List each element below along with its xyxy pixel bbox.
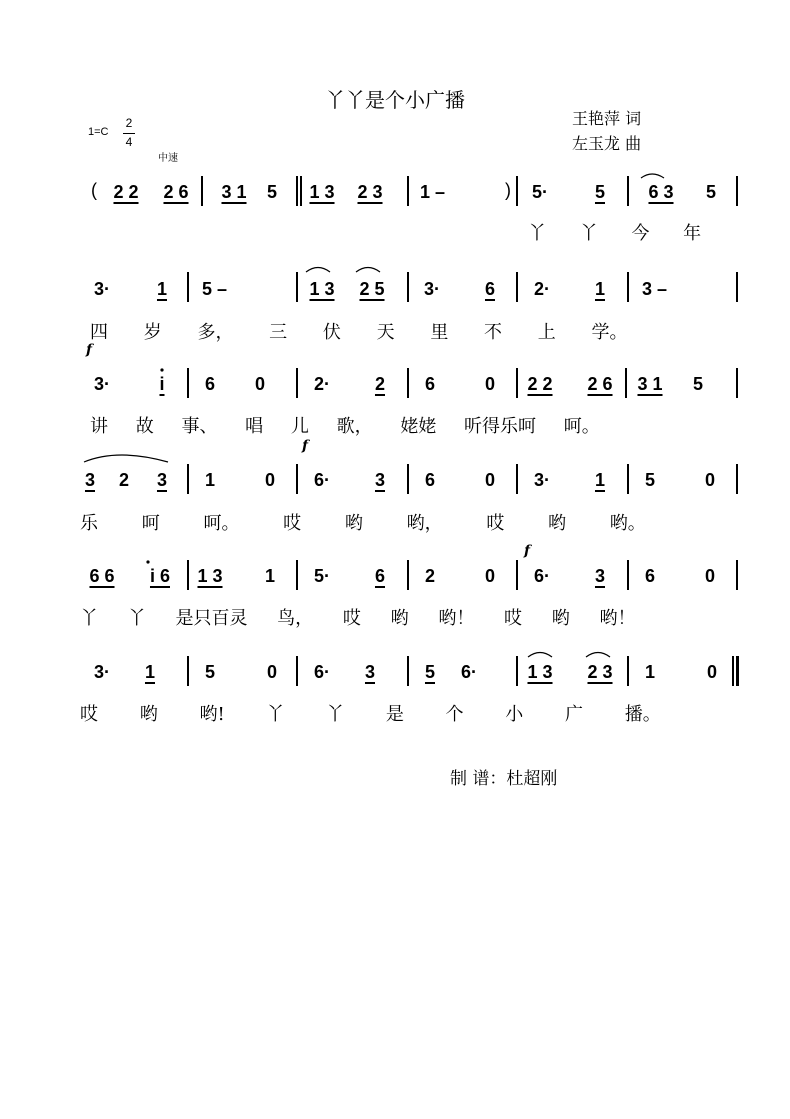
note: 5 — [594, 182, 605, 202]
note: 3 — [594, 566, 605, 586]
note: 3 – — [642, 279, 668, 299]
barline — [407, 272, 409, 302]
note-group: 6 6 — [89, 566, 115, 586]
barline — [516, 368, 518, 398]
note: 2 — [374, 374, 385, 394]
slur — [586, 653, 610, 658]
barline — [516, 176, 518, 206]
note: 3· — [93, 279, 110, 299]
note: 1 — [264, 566, 275, 586]
barline — [516, 464, 518, 494]
barline — [187, 560, 189, 590]
note: 0 — [704, 470, 715, 490]
note: 1 – — [420, 182, 446, 202]
note: 6· — [313, 662, 330, 682]
barline — [187, 464, 189, 494]
barline — [625, 368, 627, 398]
note: 3 — [84, 470, 95, 490]
note-group: 1 3 — [309, 182, 335, 202]
note: 3· — [533, 470, 550, 490]
note: 6· — [313, 470, 330, 490]
note-group: 3 1 — [221, 182, 247, 202]
barline — [627, 656, 629, 686]
note-group: 1 3 — [309, 279, 335, 299]
final-barline-thin — [732, 656, 734, 686]
note-group: 2 3 — [357, 182, 383, 202]
paren-open: ( — [91, 180, 97, 200]
note: 3 — [364, 662, 375, 682]
barline — [187, 656, 189, 686]
composer-credit: 左玉龙 曲 — [572, 134, 642, 153]
dynamic-forte: f — [86, 342, 93, 358]
note: 0 — [254, 374, 265, 394]
barline — [736, 464, 738, 494]
note: 0 — [266, 662, 277, 682]
barline — [736, 176, 738, 206]
note: 2 — [118, 470, 129, 490]
barline — [407, 176, 409, 206]
barline — [516, 656, 518, 686]
barline — [627, 272, 629, 302]
note: 1 — [594, 470, 605, 490]
slur — [528, 653, 552, 658]
note: 6 — [424, 470, 435, 490]
note: 6 — [424, 374, 435, 394]
barline — [736, 560, 738, 590]
note: 0 — [704, 566, 715, 586]
note: 2· — [313, 374, 330, 394]
barline — [296, 176, 298, 206]
note: 5 — [424, 662, 435, 682]
barline — [627, 464, 629, 494]
note: 1 — [144, 662, 155, 682]
note-group: 2 3 — [587, 662, 613, 682]
note: 5· — [313, 566, 330, 586]
barline — [296, 464, 298, 494]
note: 0 — [484, 470, 495, 490]
song-title: 丫丫是个小广播 — [325, 88, 465, 112]
high-octave-dot — [160, 368, 163, 371]
note: 5 — [644, 470, 655, 490]
note-group: i 6 — [149, 566, 170, 586]
note: 5 — [692, 374, 703, 394]
note: 5 — [266, 182, 277, 202]
note: 3 — [374, 470, 385, 490]
barline — [187, 272, 189, 302]
barline — [407, 464, 409, 494]
barline — [296, 368, 298, 398]
note: 5 — [204, 662, 215, 682]
barline — [296, 656, 298, 686]
barline — [201, 176, 203, 206]
key-signature: 1=C — [88, 126, 109, 138]
barline — [516, 272, 518, 302]
barline — [516, 560, 518, 590]
tempo-marking: 中速 — [158, 153, 178, 164]
note: 1 — [594, 279, 605, 299]
dynamic-forte: f — [524, 543, 531, 559]
note: 0 — [264, 470, 275, 490]
note: 3 — [156, 470, 167, 490]
slur — [641, 174, 664, 178]
note: 6 — [204, 374, 215, 394]
barline — [407, 560, 409, 590]
slur — [306, 268, 330, 273]
note-group: 1 3 — [527, 662, 553, 682]
note: 5 — [705, 182, 716, 202]
barline — [296, 272, 298, 302]
barline — [736, 272, 738, 302]
transcriber-credit: 制 谱：杜超刚 — [450, 769, 558, 789]
slur — [356, 268, 380, 273]
note: 6· — [460, 662, 477, 682]
barline — [187, 368, 189, 398]
final-barline-thick — [736, 656, 739, 686]
note-group: 3 1 — [637, 374, 663, 394]
high-octave-dot — [146, 560, 149, 563]
barline — [736, 368, 738, 398]
note: 1 — [644, 662, 655, 682]
note: 6· — [533, 566, 550, 586]
note: 0 — [484, 374, 495, 394]
note: i — [159, 374, 165, 394]
time-signature-bottom: 4 — [125, 135, 133, 149]
note: 0 — [484, 566, 495, 586]
note: 2· — [533, 279, 550, 299]
lyric-line-5: 丫 丫 是只百灵 鸟， 哎 哟 哟！ 哎 哟 哟！ — [80, 608, 636, 629]
note-group: 2 6 — [163, 182, 189, 202]
note-group: 2 5 — [359, 279, 385, 299]
lyric-line-4: 乐 呵 呵。 哎 哟 哟， 哎 哟 哟。 — [80, 513, 646, 534]
note: 6 — [644, 566, 655, 586]
dynamic-forte: f — [302, 438, 309, 454]
note: 2 — [424, 566, 435, 586]
slur — [84, 455, 168, 462]
note: 5 – — [202, 279, 228, 299]
barline — [627, 560, 629, 590]
note: 5· — [531, 182, 548, 202]
note: 1 — [156, 279, 167, 299]
barline — [407, 368, 409, 398]
time-signature-top: 2 — [125, 116, 133, 130]
lyric-line-6: 哎 哟 哟! 丫 丫 是 个 小 广 播。 — [80, 704, 661, 725]
note-group: 6 3 — [648, 182, 674, 202]
note-group: 2 2 — [527, 374, 553, 394]
note: 3· — [93, 374, 110, 394]
note: 1 — [204, 470, 215, 490]
lyric-line-1: 丫 丫 今 年 — [528, 223, 702, 244]
lyric-line-3: 讲 故 事、 唱 儿 歌， 姥姥 听得乐呵 呵。 — [90, 416, 600, 437]
barline — [627, 176, 629, 206]
note: 3· — [93, 662, 110, 682]
note: 3· — [423, 279, 440, 299]
paren-close: ) — [505, 180, 511, 200]
barline — [296, 560, 298, 590]
barline — [407, 656, 409, 686]
time-signature-line — [123, 133, 135, 134]
note-group: 2 6 — [587, 374, 613, 394]
note-group: 2 2 — [113, 182, 139, 202]
note: 0 — [706, 662, 717, 682]
note-group: 1 3 — [197, 566, 223, 586]
note: 6 — [374, 566, 385, 586]
lyricist-credit: 王艳萍 词 — [572, 109, 642, 128]
lyric-line-2: 四 岁 多， 三 伏 天 里 不 上 学。 — [90, 322, 628, 343]
note: 6 — [484, 279, 495, 299]
